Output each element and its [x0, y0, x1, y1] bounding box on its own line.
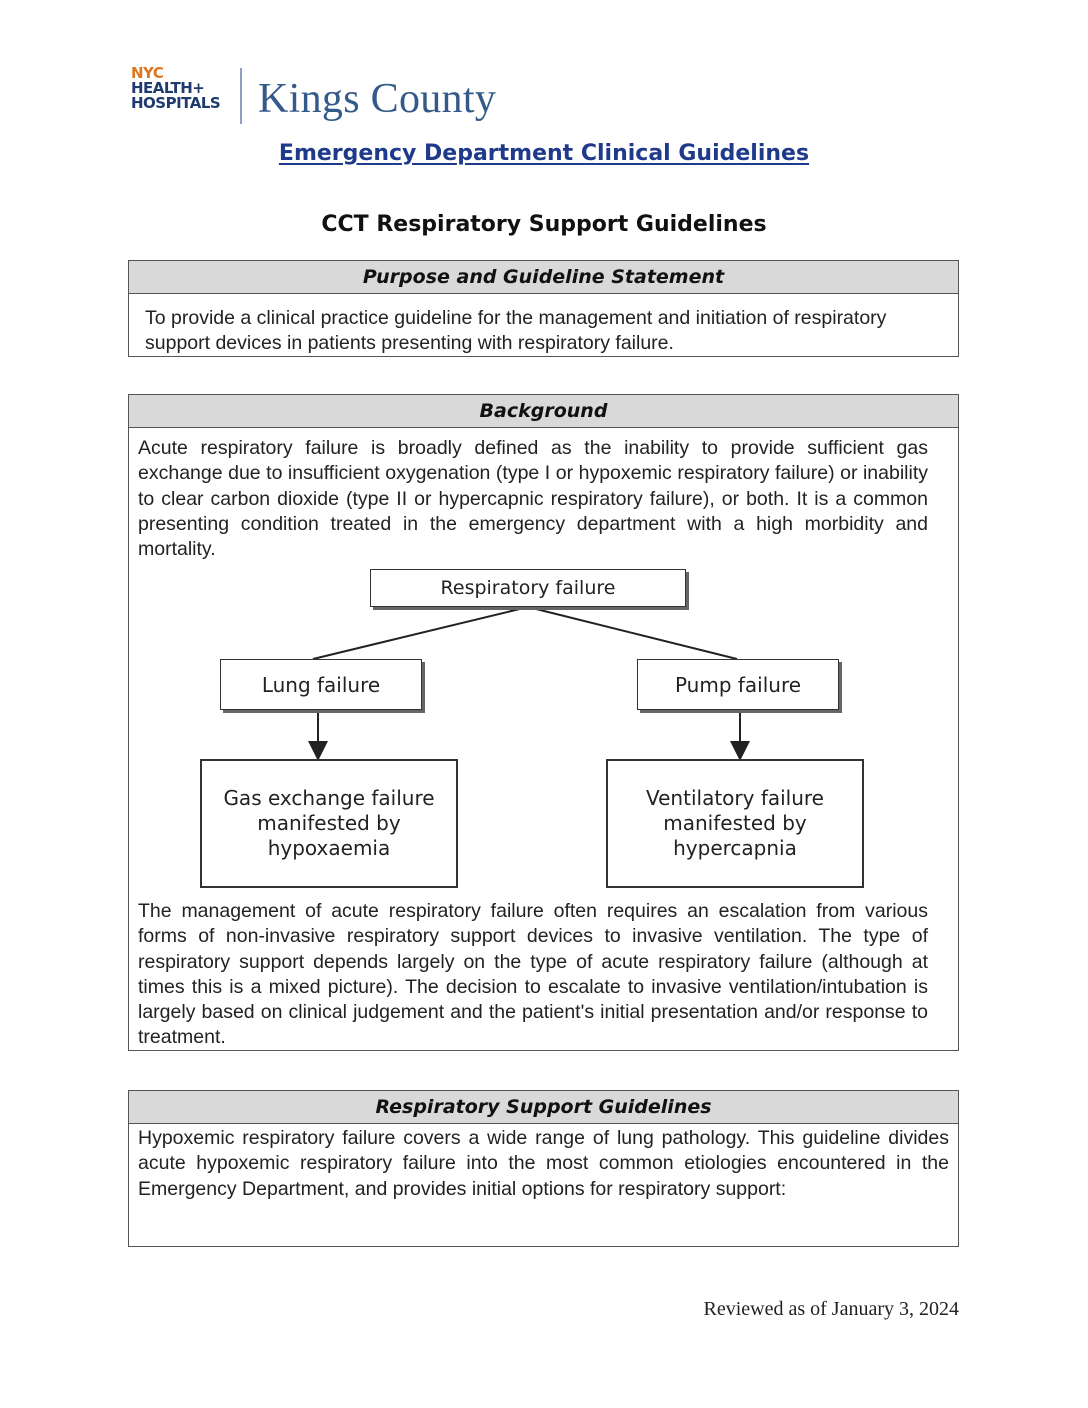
logo-line-health: HEALTH+ [131, 79, 205, 97]
purpose-text: To provide a clinical practice guideline for the management and initiation of respiratory support devices in patients presenting with respiratory failure. [145, 307, 887, 355]
background-section [128, 394, 959, 1051]
vent-line-1: Ventilatory failure [646, 786, 824, 810]
purpose-heading: Purpose and Guideline Statement [129, 261, 958, 294]
logo-divider [240, 68, 242, 124]
connector-root-to-pump [528, 607, 737, 659]
background-paragraph-1: Acute respiratory failure is broadly defined as the inability to provide sufficient gas exchange due to insufficient oxygenation (type I or hypoxemic respiratory failure) or inability to clear carbon dioxide (type II or hypercapnic respiratory failure), or both. It is a common presenting condition treated in the emergency department with a high morbidity and mortality. [138, 437, 928, 561]
hospital-logo-wordmark [131, 66, 231, 111]
flowchart-node-ventilatory-failure [606, 759, 864, 888]
purpose-section [128, 260, 959, 357]
gas-line-2: manifested by [257, 811, 401, 835]
gas-line-1: Gas exchange failure [223, 786, 435, 810]
reviewed-date: Reviewed as of January 3, 2024 [703, 1298, 959, 1320]
logo-line-hospitals: HOSPITALS [131, 94, 221, 112]
facility-name: Kings County [258, 76, 497, 122]
connector-root-to-lung [313, 607, 528, 659]
gas-line-3: hypoxaemia [267, 836, 391, 860]
document-title [0, 141, 1088, 166]
vent-line-2: manifested by [663, 811, 807, 835]
flowchart-node-gas-exchange-failure [200, 759, 458, 888]
logo-line-nyc: NYC [131, 64, 164, 82]
respiratory-support-section [128, 1090, 959, 1247]
flowchart-node-lung-failure: Lung failure [220, 659, 422, 710]
flowchart-node-respiratory-failure: Respiratory failure [370, 569, 686, 607]
flowchart-node-pump-failure: Pump failure [637, 659, 839, 710]
respiratory-support-heading: Respiratory Support Guidelines [129, 1091, 958, 1124]
vent-line-3: hypercapnia [673, 836, 797, 860]
background-paragraph-2: The management of acute respiratory failure often requires an escalation from various forms of non-invasive respiratory support devices to invasive ventilation. The type of respiratory support depends largely on the type of acute respiratory failure (although at times this is a mixed picture). The decision to escalate to invasive ventilation/intubation is largely based on clinical judgement and the patient's initial presentation and/or response to treatment. [138, 900, 928, 1049]
respiratory-support-text: Hypoxemic respiratory failure covers a wide range of lung pathology. This guideline divides acute hypoxemic respiratory failure into the most common etiologies encountered in the Emergency Department, and provides initial options for respiratory support: [138, 1127, 949, 1200]
background-heading: Background [129, 395, 958, 428]
document-subtitle: CCT Respiratory Support Guidelines [321, 212, 767, 237]
document-title-text: Emergency Department Clinical Guidelines [278, 141, 810, 166]
